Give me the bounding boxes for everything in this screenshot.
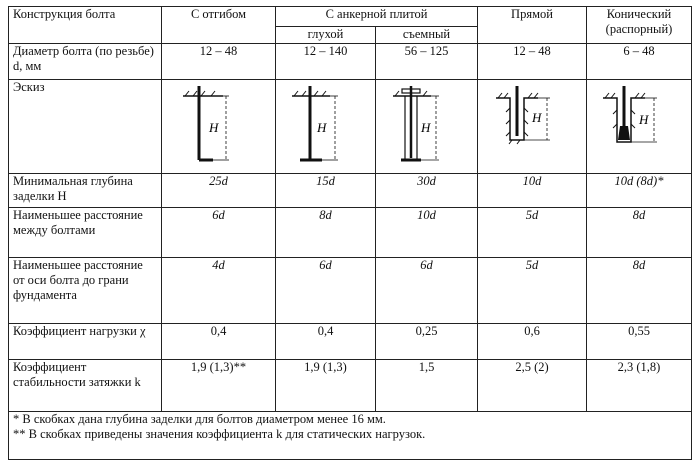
- header-bent-bolt: С отгибом: [162, 7, 276, 44]
- sketch-h-label: H: [420, 119, 430, 135]
- cell-load-bent: 0,4: [162, 324, 276, 360]
- cell-stability-removable: 1,5: [376, 360, 478, 412]
- cell-spacing-bent: 6d: [162, 208, 276, 258]
- cell-depth-bent: 25d: [162, 174, 276, 208]
- cell-edge-blind: 6d: [276, 258, 376, 324]
- header-removable-anchor: съемный: [376, 27, 478, 44]
- sketch-h-label: H: [316, 119, 326, 135]
- header-conical-bolt: Конический (распорный): [587, 7, 692, 44]
- sketch-straight-bolt: [478, 80, 587, 174]
- cell-diameter-conical: 6 – 48: [587, 44, 692, 80]
- row-label-min-spacing: Наименьшее расстояние между болтами: [9, 208, 162, 258]
- bolt-construction-table: [8, 6, 692, 460]
- cell-edge-bent: 4d: [162, 258, 276, 324]
- cell-spacing-removable: 10d: [376, 208, 478, 258]
- cell-depth-straight: 10d: [478, 174, 587, 208]
- cell-spacing-conical: 8d: [587, 208, 692, 258]
- row-label-sketch: Эскиз: [9, 80, 162, 174]
- row-label-min-depth: Минимальная глубина заделки H: [9, 174, 162, 208]
- cell-depth-blind: 15d: [276, 174, 376, 208]
- cell-edge-removable: 6d: [376, 258, 478, 324]
- footnotes: [9, 412, 692, 460]
- cell-load-removable: 0,25: [376, 324, 478, 360]
- cell-load-blind: 0,4: [276, 324, 376, 360]
- cell-edge-conical: 8d: [587, 258, 692, 324]
- header-blind-anchor: глухой: [276, 27, 376, 44]
- cell-stability-bent: 1,9 (1,3)**: [162, 360, 276, 412]
- cell-diameter-removable: 56 – 125: [376, 44, 478, 80]
- sketch-conical-bolt: [587, 80, 692, 174]
- cell-edge-straight: 5d: [478, 258, 587, 324]
- cell-spacing-blind: 8d: [276, 208, 376, 258]
- cell-diameter-straight: 12 – 48: [478, 44, 587, 80]
- sketch-blind-anchor-bolt: [276, 80, 376, 174]
- sketch-h-label: H: [208, 119, 218, 135]
- sketch-bent-bolt: [162, 80, 276, 174]
- cell-stability-straight: 2,5 (2): [478, 360, 587, 412]
- row-label-diameter: Диаметр болта (по резьбе) d, мм: [9, 44, 162, 80]
- header-straight-bolt: Прямой: [478, 7, 587, 44]
- row-label-edge-distance: Наименьшее расстояние от оси болта до грани фундамента: [9, 258, 162, 324]
- cell-diameter-bent: 12 – 48: [162, 44, 276, 80]
- cell-load-straight: 0,6: [478, 324, 587, 360]
- row-label-load-coefficient: Коэффициент нагрузки χ: [9, 324, 162, 360]
- footnote-static-loads: ** В скобках приведены значения коэффициента k для статических нагрузок.: [13, 427, 426, 441]
- sketch-removable-anchor-bolt: [376, 80, 478, 174]
- sketch-h-label: H: [639, 111, 649, 127]
- bolt-table-document: [8, 6, 691, 469]
- sketch-h-label: H: [532, 109, 542, 125]
- cell-stability-blind: 1,9 (1,3): [276, 360, 376, 412]
- header-anchor-plate-group: С анкерной плитой: [276, 7, 478, 27]
- cell-depth-removable: 30d: [376, 174, 478, 208]
- cell-stability-conical: 2,3 (1,8): [587, 360, 692, 412]
- row-label-stability-coefficient: Коэффициент стабильности затяжки k: [9, 360, 162, 412]
- header-bolt-construction: Конструкция болта: [9, 7, 162, 44]
- cell-load-conical: 0,55: [587, 324, 692, 360]
- cell-spacing-straight: 5d: [478, 208, 587, 258]
- cell-diameter-blind: 12 – 140: [276, 44, 376, 80]
- cell-depth-conical: 10d (8d)*: [587, 174, 692, 208]
- footnote-depth: * В скобках дана глубина заделки для болтов диаметром менее 16 мм.: [13, 412, 386, 426]
